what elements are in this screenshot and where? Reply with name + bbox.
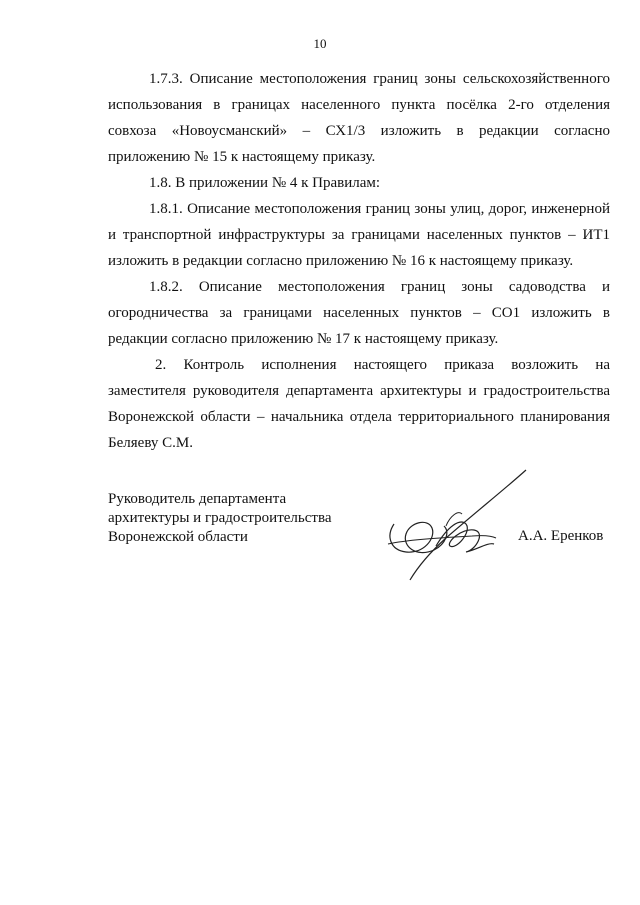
document-body xyxy=(108,66,610,456)
signer-position-line: архитектуры и градостроительства xyxy=(108,510,332,526)
paragraph-1-8-1: 1.8.1. Описание местоположения границ зоны улиц, дорог, инженерной и транспортной инфраструктуры за границами населенных пунктов – ИТ1 изложить в редакции согласно приложению № 16 к настоящему приказу. xyxy=(108,201,610,269)
page-number: 10 xyxy=(313,36,327,51)
signer-position xyxy=(108,490,331,547)
signer-position-line: Воронежской области xyxy=(108,529,248,545)
paragraph-1-8: 1.8. В приложении № 4 к Правилам: xyxy=(149,175,381,191)
signer-name: А.А. Еренков xyxy=(518,528,604,544)
handwritten-signature xyxy=(376,466,536,586)
signer-position-line: Руководитель департамента xyxy=(108,491,287,507)
paragraph-2: 2. Контроль исполнения настоящего приказа возложить на заместителя руководителя департамента архитектуры и градостроительства Воронежской области – начальника отдела территориального планирования Беляеву С.М. xyxy=(108,357,610,451)
paragraph-1-7-3: 1.7.3. Описание местоположения границ зоны сельскохозяйственного использования в границах населенного пункта посёлка 2-го отделения совхоза «Новоусманский» – СХ1/3 изложить в редакции согласно приложению № 15 к настоящему приказу. xyxy=(108,71,610,165)
paragraph-1-8-2: 1.8.2. Описание местоположения границ зоны садоводства и огородничества за границами населенных пунктов – СО1 изложить в редакции согласно приложению № 17 к настоящему приказу. xyxy=(108,279,610,347)
